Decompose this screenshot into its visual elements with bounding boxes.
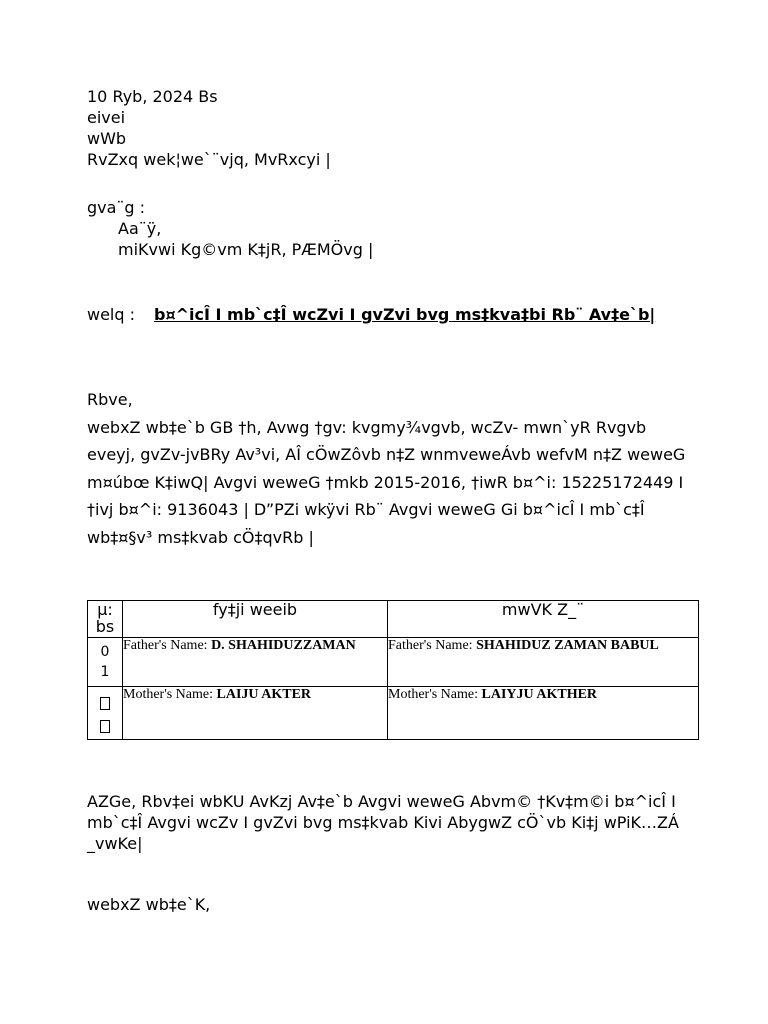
signoff: webxZ wb‡e`K,	[87, 895, 211, 914]
wrong-father-name: Father's Name: D. SHAHIDUZZAMAN	[123, 638, 388, 687]
table-row	[88, 638, 699, 687]
wrong-mother-name: Mother's Name: LAIJU AKTER	[123, 687, 388, 740]
row-serial-glyphs	[88, 687, 123, 740]
subject-text: b¤^icÎ I mb`c‡Î wcZvi I gvZvi bvg ms‡kva‡bi Rb¨ Av‡e`b|	[154, 305, 656, 324]
missing-glyph-icon	[100, 697, 110, 710]
salutation: Rbve,	[87, 390, 133, 409]
table-row	[88, 687, 699, 740]
row-serial: 0 1	[88, 638, 123, 687]
via-block	[87, 197, 373, 260]
recipient-line-1: eivei	[87, 108, 126, 127]
subject-label: welq :	[87, 305, 136, 324]
header-wrong-info: fy‡ji weeib	[123, 601, 388, 638]
header-correct-info: mwVK Z_¨	[388, 601, 699, 638]
correct-mother-name: Mother's Name: LAIYJU AKTHER	[388, 687, 699, 740]
address-block	[87, 86, 331, 170]
recipient-line-2: wWb	[87, 129, 127, 148]
letter-body	[87, 386, 687, 551]
correction-table	[87, 600, 699, 740]
via-line-1: Aa¨ÿ,	[118, 219, 162, 238]
body-paragraph: webxZ wb‡e`b GB †h, Avwg †gv: kvgmy¾vgvb, wcZv- mwn`yR Rvgvb eveyj, gvZv-jvBRy Av³vi, AÎ cÖwZôvb n‡Z wnmveweÁvb wefvM n‡Z weweG m¤úbœ K‡iwQ| Avgvi weweG †mkb 2015-2016, †iwR b¤^i: 15225172449 I †ivj b¤^i: 9136043 | D”PZi wkÿvi Rb¨ Avgvi weweG Gi b¤^icÎ I mb`c‡Î wb‡¤§v³ ms‡kvab cÖ‡qvRb |	[87, 417, 686, 547]
correct-father-name: Father's Name: SHAHIDUZ ZAMAN BABUL	[388, 638, 699, 687]
subject-line	[87, 305, 687, 325]
via-line-2: miKvwi Kg©vm K‡jR, PÆMÖvg |	[118, 240, 374, 259]
via-label: gva¨g :	[87, 198, 146, 217]
closing-paragraph: AZGe, Rbv‡ei wbKU AvKzj Av‡e`b Avgvi weweG Abvm© †Kv‡m©i b¤^icÎ I mb`c‡Î Avgvi wcZv I gvZvi bvg ms‡kvab Kivi AbygwZ cÖ`vb Ki‡j wPiK…ZÁ _vwKe|	[87, 792, 679, 853]
recipient-line-3: RvZxq wek¦we`¨vjq, MvRxcyi |	[87, 150, 331, 169]
table-header-row	[88, 601, 699, 638]
missing-glyph-icon	[100, 720, 110, 733]
letter-date: 10 Ryb, 2024 Bs	[87, 87, 218, 106]
header-serial: µ: bs	[88, 601, 123, 638]
